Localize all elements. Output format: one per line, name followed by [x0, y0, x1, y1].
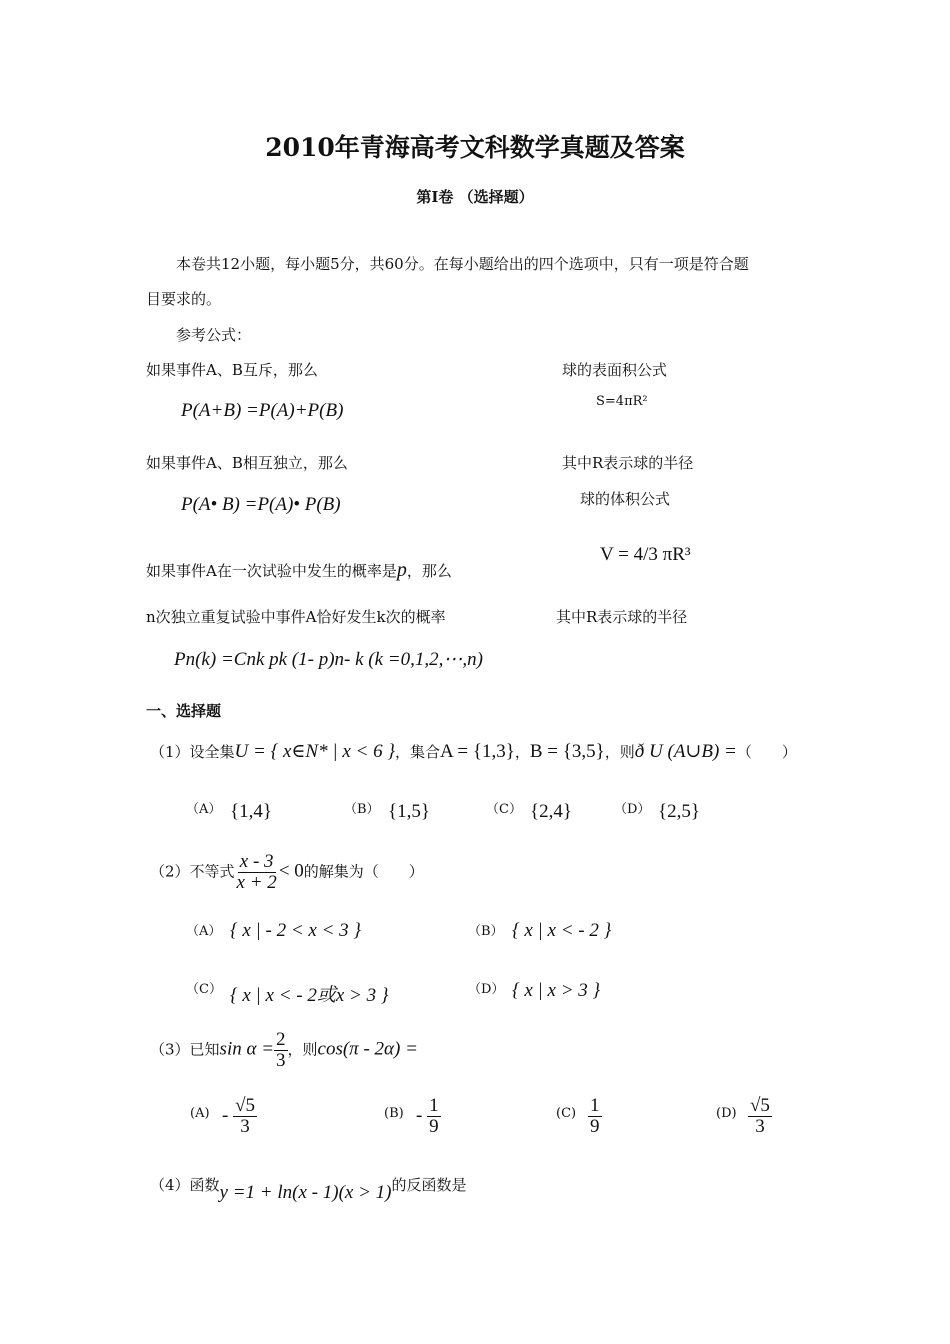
q1-option-b-label: （B） — [344, 802, 380, 817]
q4-function-expr: y =1 + ln(x - 1)(x > 1) — [219, 1182, 392, 1203]
question-2-stem — [150, 852, 424, 893]
formula-right-text-1: 球的表面积公式 — [562, 361, 668, 379]
q2-fraction — [235, 852, 279, 893]
q3-option-c-num: 1 — [590, 1095, 600, 1116]
q1-answer-paren: （ ） — [736, 743, 797, 761]
formula-independent: P(A• B) =P(A)• P(B) — [181, 494, 341, 515]
formula-left-text-3a: 如果事件A在一次试验中发生的概率是 — [146, 562, 397, 580]
q3-option-b-fraction — [427, 1096, 441, 1137]
q3-option-d-num: √5 — [750, 1095, 770, 1116]
q1-set-a: A = {1,3} — [439, 741, 515, 762]
formula-right-text-4: 其中R表示球的半径 — [556, 608, 688, 626]
formula-right-text-2: 其中R表示球的半径 — [562, 454, 694, 472]
q3-option-b-den: 9 — [429, 1115, 439, 1137]
q1-set-u: U = { x∈N* | x < 6 } — [234, 741, 395, 762]
formula-mutually-exclusive: P(A+B) =P(A)+P(B) — [181, 400, 344, 421]
q1-option-d-value: {2,5} — [658, 801, 700, 822]
q3-option-b-sign: - — [416, 1104, 423, 1126]
q1-stem-a: （1）设全集 — [150, 743, 235, 761]
q3-option-c-label: (C) — [556, 1106, 577, 1121]
section-heading-choice: 一、选择题 — [146, 702, 222, 720]
q3-option-a-fraction — [233, 1096, 257, 1137]
q3-option-b-label: (B) — [384, 1106, 404, 1121]
formula-left-text-1: 如果事件A、B互斥，那么 — [146, 361, 318, 379]
q3-option-c-value — [588, 1096, 602, 1137]
q2-option-d-label: （D） — [468, 982, 505, 997]
q3-option-c-den: 9 — [590, 1115, 600, 1137]
q2-option-d-value: { x | x > 3 } — [512, 980, 601, 1001]
formula-left-text-2: 如果事件A、B相互独立，那么 — [146, 454, 348, 472]
q2-stem-a: （2）不等式 — [150, 862, 235, 881]
q1-option-c-label: （C） — [486, 802, 522, 817]
q3-option-b-value — [416, 1096, 441, 1137]
q3-stem-a: （3）已知 — [150, 1040, 220, 1059]
q2-relation: < 0 — [278, 860, 304, 882]
q3-denominator: 3 — [276, 1049, 286, 1071]
formula-left-text-4: n次独立重复试验中事件A恰好发生k次的概率 — [146, 608, 446, 626]
q3-option-a-value — [222, 1096, 257, 1137]
q3-fraction — [274, 1030, 288, 1071]
q1-stem-b: ，集合 — [394, 743, 440, 761]
q3-option-c-fraction — [588, 1096, 602, 1137]
q1-option-b-value: {1,5} — [388, 801, 430, 822]
formula-right-text-3: 球的体积公式 — [580, 490, 671, 508]
q1-option-a-label: （A） — [186, 802, 222, 817]
q3-stem-b: ，则 — [287, 1040, 318, 1059]
intro-line-1: 本卷共12小题，每小题5分，共60分。在每小题给出的四个选项中，只有一项是符合题 — [176, 255, 749, 273]
formula-left-text-3 — [146, 559, 452, 582]
probability-p: p — [396, 559, 407, 581]
q3-option-b-num: 1 — [429, 1095, 439, 1116]
question-3-stem — [150, 1030, 418, 1071]
q2-stem-b: 的解集为（ ） — [303, 862, 424, 881]
q3-option-d-label: (D) — [716, 1106, 737, 1121]
formula-sphere-volume: V = 4/3 πR³ — [600, 544, 691, 565]
q4-stem-a: （4）函数 — [150, 1176, 220, 1194]
q3-option-d-fraction — [748, 1096, 772, 1137]
q3-option-a-num: √5 — [235, 1095, 256, 1116]
q1-stem-c: ，则 — [604, 743, 635, 761]
formula-sphere-area: S=4πR² — [596, 394, 648, 409]
q2-option-a-label: （A） — [186, 924, 222, 939]
q3-sin: sin α = — [219, 1038, 275, 1060]
q2-option-c-value: { x | x < - 2或x > 3 } — [230, 985, 389, 1006]
q2-denominator: x + 2 — [236, 871, 277, 893]
q2-option-a-value: { x | - 2 < x < 3 } — [230, 920, 362, 941]
q1-option-c-value: {2,4} — [530, 801, 572, 822]
q1-option-a-value: {1,4} — [230, 801, 272, 822]
q2-option-b-value: { x | x < - 2 } — [512, 920, 612, 941]
q2-numerator: x - 3 — [239, 851, 274, 872]
intro-line-2: 目要求的。 — [146, 290, 222, 308]
q1-option-d-label: （D） — [614, 802, 651, 817]
formula-binomial: Pn(k) =Cnk pk (1- p)n- k (k =0,1,2,⋯,n) — [174, 649, 483, 670]
q3-option-d-den: 3 — [755, 1115, 765, 1137]
q2-option-b-label: （B） — [468, 924, 504, 939]
reference-formulas-label: 参考公式： — [176, 326, 252, 344]
q1-complement-expr: ð U (A∪B) = — [634, 741, 737, 762]
q1-sep: ， — [514, 743, 530, 761]
q3-option-d-value — [748, 1096, 772, 1137]
q2-option-c-label: （C） — [186, 982, 222, 997]
q3-option-a-label: (A) — [190, 1106, 210, 1121]
page-title: 2010年青海高考文科数学真题及答案 — [265, 133, 685, 162]
q3-option-a-den: 3 — [240, 1115, 250, 1137]
q4-stem-b: 的反函数是 — [391, 1176, 467, 1194]
q3-option-a-sign: - — [222, 1104, 229, 1126]
question-1-stem — [150, 740, 797, 763]
q1-set-b: B = {3,5} — [529, 741, 605, 762]
q3-numerator: 2 — [276, 1029, 286, 1050]
formula-left-text-3b: ，那么 — [406, 562, 452, 580]
page-subtitle: 第Ⅰ卷 （选择题） — [416, 188, 534, 206]
question-4-stem — [150, 1174, 467, 1203]
q3-cos-expr: cos(π - 2α) = — [317, 1038, 418, 1060]
